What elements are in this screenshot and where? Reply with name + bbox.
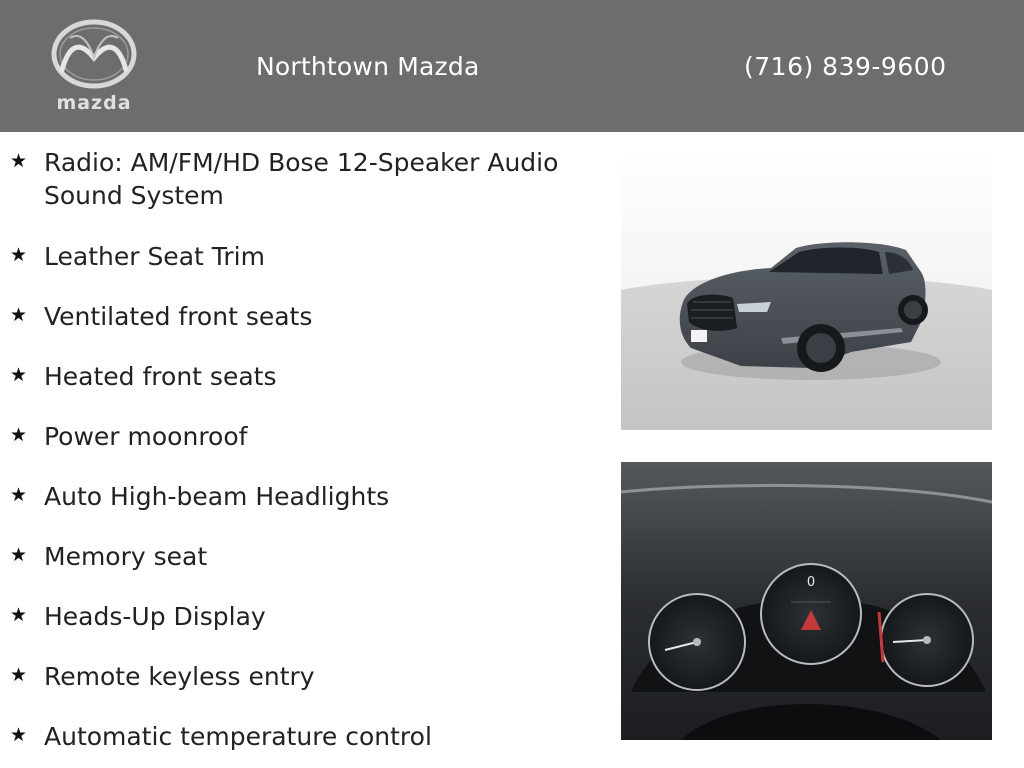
feature-label: Power moonroof	[44, 422, 248, 451]
feature-label: Remote keyless entry	[44, 662, 315, 691]
list-item	[10, 146, 570, 212]
speed-readout: 0	[806, 575, 816, 590]
feature-label: Ventilated front seats	[44, 302, 313, 331]
dealer-name: Northtown Mazda	[256, 52, 480, 81]
star-icon: ★	[10, 304, 28, 326]
star-icon: ★	[10, 364, 28, 386]
list-item	[10, 600, 570, 633]
feature-label: Leather Seat Trim	[44, 242, 265, 271]
star-icon: ★	[10, 244, 28, 266]
list-item	[10, 420, 570, 453]
feature-label: Auto High-beam Headlights	[44, 482, 390, 511]
star-icon: ★	[10, 424, 28, 446]
mazda-logo	[44, 18, 144, 114]
list-item	[10, 300, 570, 333]
star-icon: ★	[10, 150, 28, 172]
star-icon: ★	[10, 664, 28, 686]
mazda-wordmark: mazda	[56, 92, 132, 114]
feature-label: Heated front seats	[44, 362, 277, 391]
star-icon: ★	[10, 724, 28, 746]
list-item	[10, 540, 570, 573]
dealer-phone: (716) 839-9600	[744, 52, 947, 81]
feature-label: Heads-Up Display	[44, 602, 266, 631]
feature-label: Memory seat	[44, 542, 208, 571]
list-item	[10, 660, 570, 693]
list-item	[10, 480, 570, 513]
star-icon: ★	[10, 544, 28, 566]
feature-label: Automatic temperature control	[44, 722, 432, 751]
list-item	[10, 240, 570, 273]
instrument-cluster-photo	[621, 462, 992, 740]
vehicle-exterior-photo	[621, 152, 992, 430]
list-item	[10, 720, 570, 753]
star-icon: ★	[10, 604, 28, 626]
star-icon: ★	[10, 484, 28, 506]
dealer-header	[0, 0, 1024, 132]
feature-label: Radio: AM/FM/HD Bose 12-Speaker Audio Sound System	[44, 148, 559, 210]
list-item	[10, 360, 570, 393]
